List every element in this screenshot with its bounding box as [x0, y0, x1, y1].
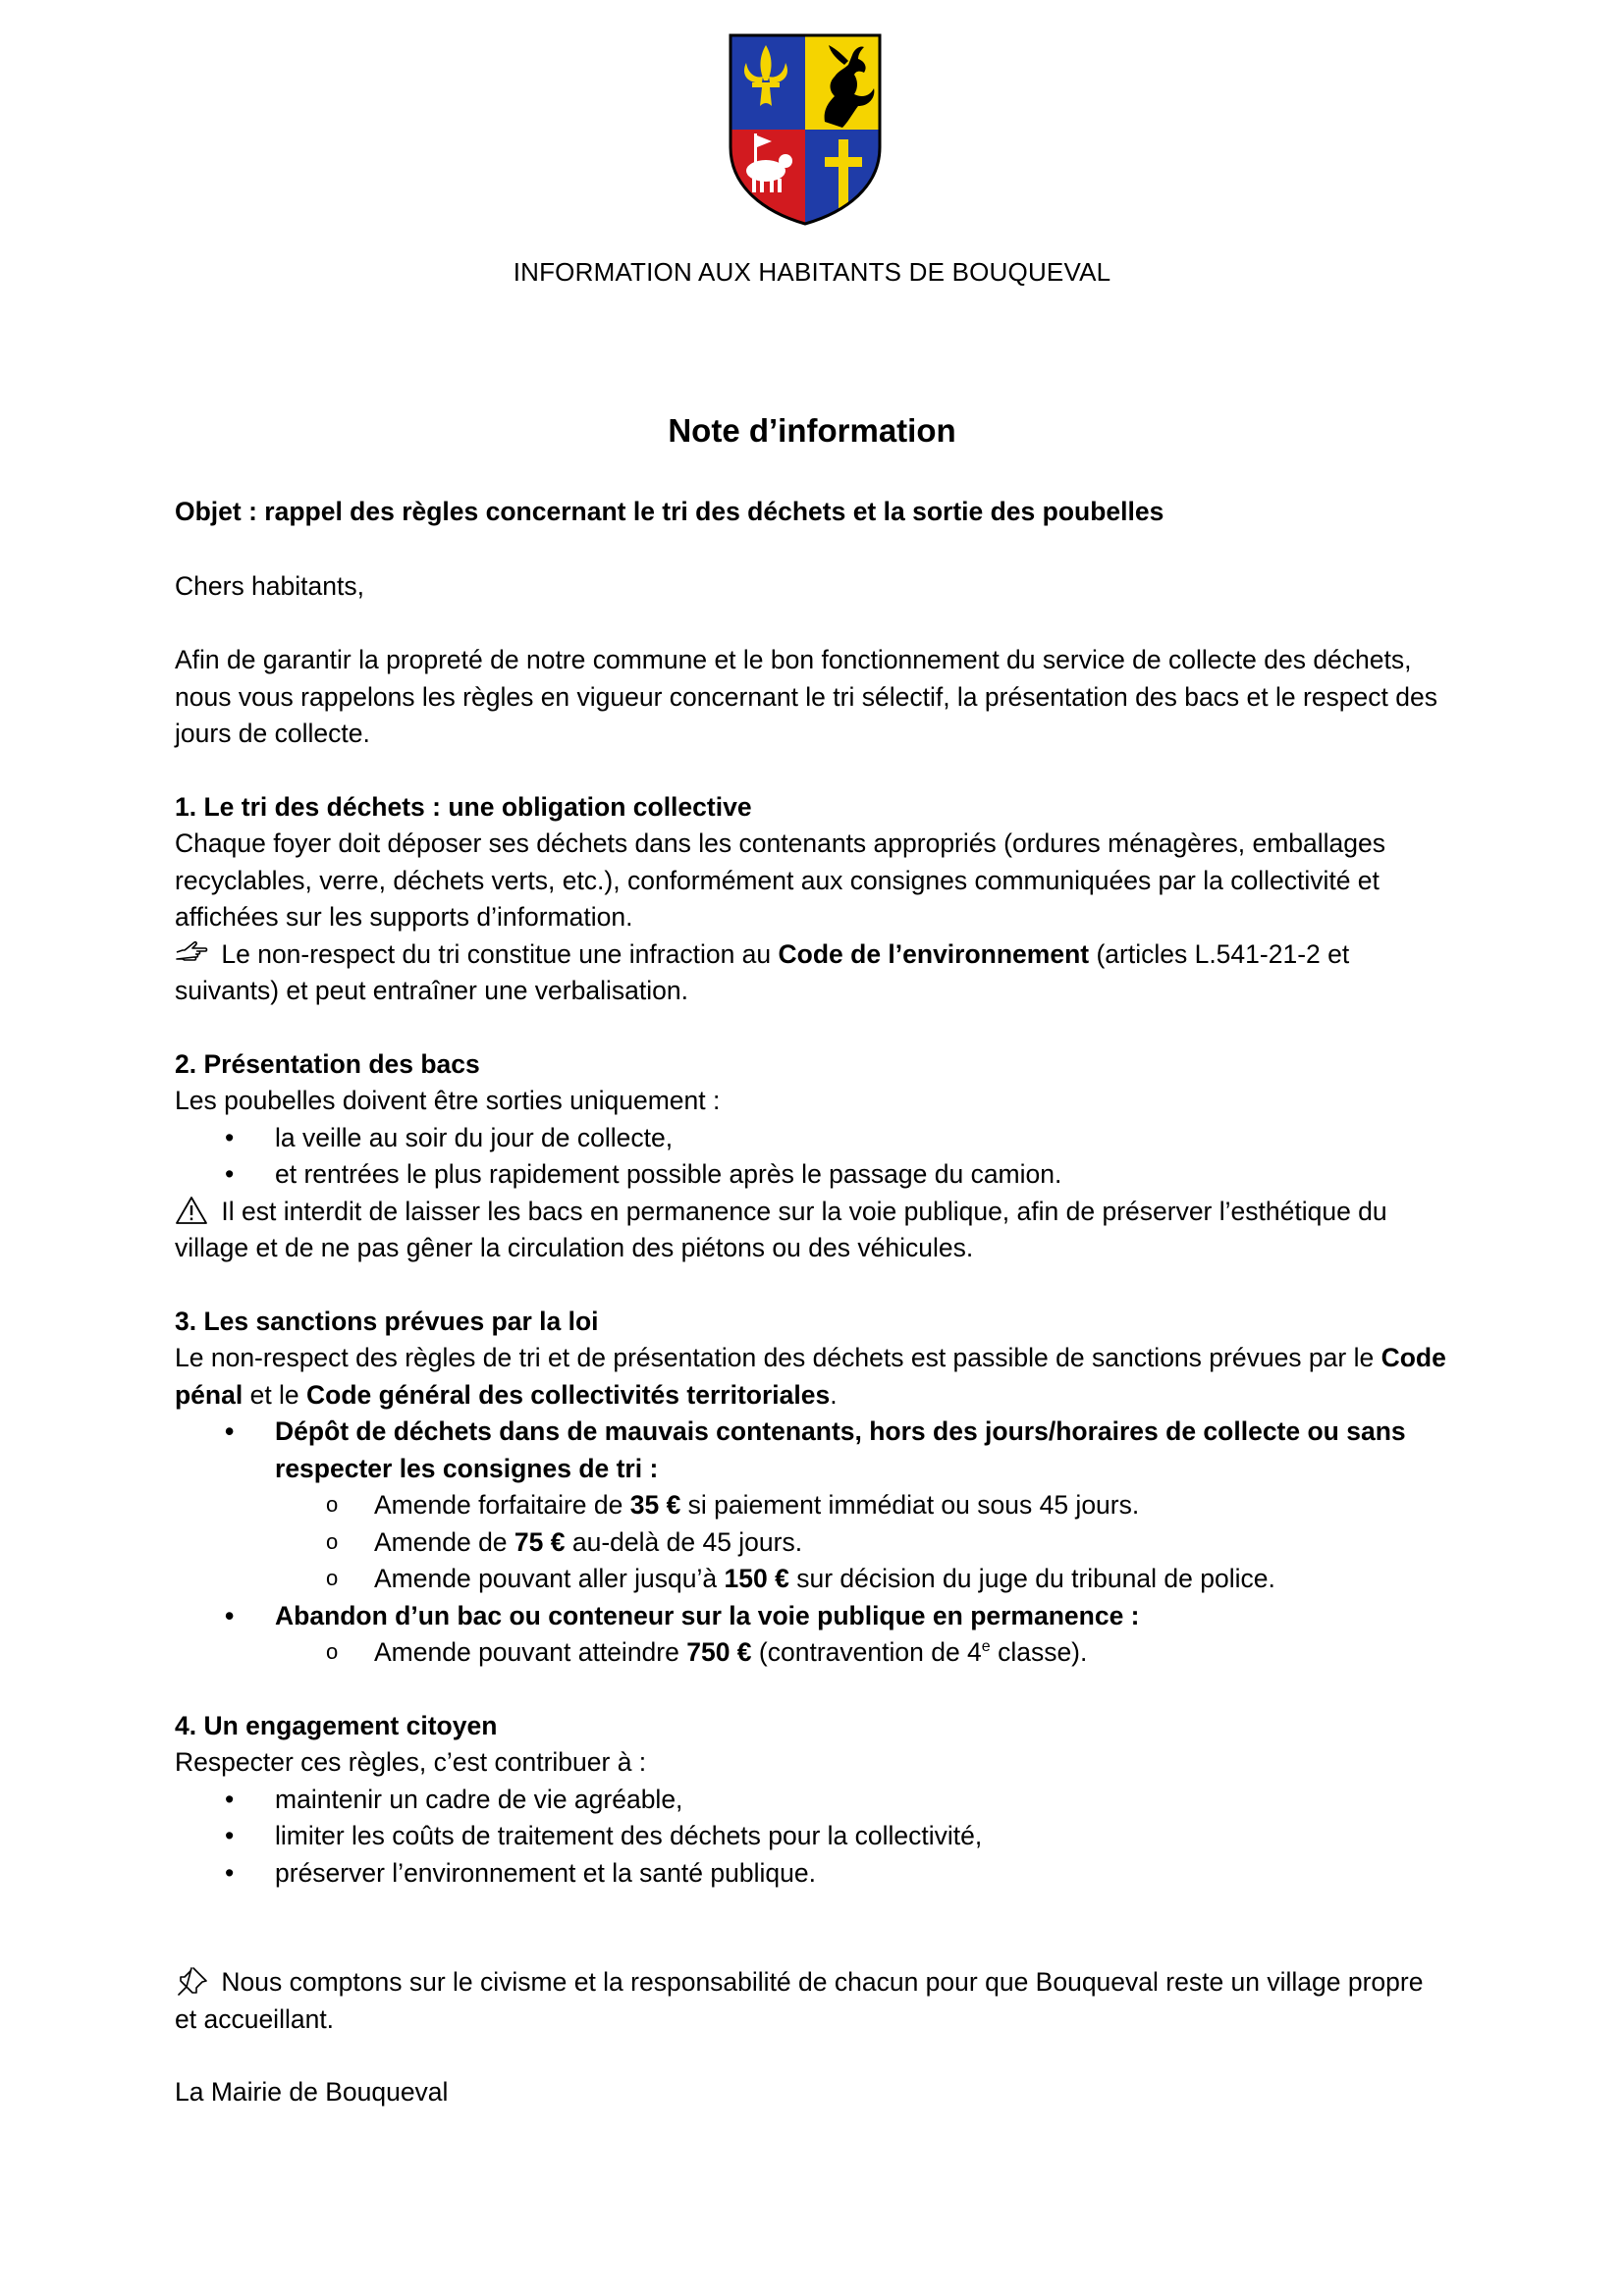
- list-item: • préserver l’environnement et la santé publique.: [175, 1855, 1451, 1893]
- fine-text: Amende forfaitaire de: [374, 1490, 630, 1520]
- intro-text-before: Le non-respect des règles de tri et de présentation des déchets est passible de sanctions prévues par le: [175, 1343, 1381, 1372]
- section4-list: [175, 1782, 1451, 1893]
- warning-icon: [175, 1196, 208, 1225]
- intro-text-mid: et le: [243, 1379, 307, 1410]
- fine-text: Amende pouvant atteindre: [374, 1637, 687, 1667]
- list-item: • la veille au soir du jour de collecte,: [175, 1120, 1451, 1157]
- header-line: INFORMATION AUX HABITANTS DE BOUQUEVAL: [513, 257, 1111, 287]
- section-title-4: 4. Un engagement citoyen: [175, 1710, 498, 1740]
- fine-text: (contravention de 4: [751, 1637, 982, 1667]
- sanction-1-fines: [175, 1487, 1451, 1598]
- pointing-hand-icon: [175, 938, 208, 968]
- fine-item: [175, 1561, 1451, 1598]
- coat-of-arms-icon: [727, 31, 884, 228]
- sanction-item-2: • Abandon d’un bac ou conteneur sur la voie publique en permanence :: [175, 1598, 1451, 1635]
- section2-list: [175, 1120, 1451, 1194]
- code-penal: Code pénal: [175, 1343, 1446, 1410]
- fine-amount: 750 €: [686, 1637, 752, 1667]
- section1-paragraph: Chaque foyer doit déposer ses déchets dans les contenants appropriés (ordures ménagères, emballages recyclables, verre, déchets verts, etc.), conformément aux consignes communiquées par la collectivité et affichées sur les supports d’information.: [175, 828, 1385, 932]
- sanction-item-1: • Dépôt de déchets dans de mauvais contenants, hors des jours/horaires de collecte ou sans respecter les consignes de tri :: [175, 1414, 1451, 1487]
- fine-text: Amende de: [374, 1526, 514, 1557]
- page-title: Note d’information: [668, 412, 956, 449]
- closing-text: Nous comptons sur le civisme et la responsabilité de chacun pour que Bouqueval reste un village propre et accueillant.: [175, 1967, 1424, 2034]
- sanctions-list: [175, 1414, 1451, 1487]
- fine-text: classe).: [990, 1637, 1088, 1667]
- pushpin-icon: [175, 1966, 208, 1996]
- greeting: Chers habitants,: [175, 570, 364, 601]
- subject-line: Objet : rappel des règles concernant le tri des déchets et la sortie des poubelles: [175, 497, 1164, 526]
- fine-text: Amende pouvant aller jusqu’à: [374, 1564, 725, 1593]
- section2-warning: [175, 1194, 1451, 1267]
- note-text-before: Le non-respect du tri constitue une infraction au: [214, 938, 779, 969]
- section2-intro: Les poubelles doivent être sorties uniquement :: [175, 1086, 721, 1115]
- signature: La Mairie de Bouqueval: [175, 2077, 449, 2107]
- fine-amount: 150 €: [724, 1564, 789, 1593]
- ordinal-superscript: e: [981, 1638, 991, 1656]
- fine-text: si paiement immédiat ou sous 45 jours.: [680, 1490, 1140, 1520]
- note-text-bold: Code de l’environnement: [778, 938, 1090, 969]
- section-title-2: 2. Présentation des bacs: [175, 1048, 480, 1079]
- section3-intro: [175, 1340, 1451, 1414]
- intro-text-after: .: [830, 1379, 838, 1410]
- list-item: • maintenir un cadre de vie agréable,: [175, 1782, 1451, 1819]
- sanctions-list-2: [175, 1598, 1451, 1635]
- fine-item: [175, 1524, 1451, 1562]
- fine-text: sur décision du juge du tribunal de police.: [788, 1564, 1275, 1593]
- note-text-after: (articles L.541-21-2 et suivants) et peut entraîner une verbalisation.: [175, 938, 1350, 1005]
- section-title-1: 1. Le tri des déchets : une obligation collective: [175, 791, 752, 822]
- section-title-3: 3. Les sanctions prévues par la loi: [175, 1306, 599, 1336]
- list-item: • limiter les coûts de traitement des déchets pour la collectivité,: [175, 1818, 1451, 1855]
- closing-paragraph: [175, 1964, 1451, 2038]
- fine-item: [175, 1487, 1451, 1524]
- warning-text: Il est interdit de laisser les bacs en permanence sur la voie publique, afin de préserver l’esthétique du village et de ne pas gêner la circulation des piétons ou des véhicules.: [175, 1196, 1387, 1262]
- intro-paragraph: Afin de garantir la propreté de notre commune et le bon fonctionnement du service de collecte des déchets, nous vous rappelons les règles en vigueur concernant le tri sélectif, la présentation des bacs et le respect des jours de collecte.: [175, 645, 1437, 748]
- fine-amount: 35 €: [629, 1490, 681, 1520]
- fine-text: au-delà de 45 jours.: [565, 1526, 803, 1557]
- section1-note: [175, 936, 1451, 1010]
- list-item: • et rentrées le plus rapidement possible après le passage du camion.: [175, 1156, 1451, 1194]
- code-general: Code général des collectivités territoriales: [306, 1379, 831, 1410]
- fine-amount: 75 €: [514, 1526, 566, 1557]
- document-body: [175, 494, 1451, 2111]
- sanction-2-fines: [175, 1634, 1451, 1672]
- fine-item: [175, 1634, 1451, 1672]
- section4-intro: Respecter ces règles, c’est contribuer à :: [175, 1747, 647, 1777]
